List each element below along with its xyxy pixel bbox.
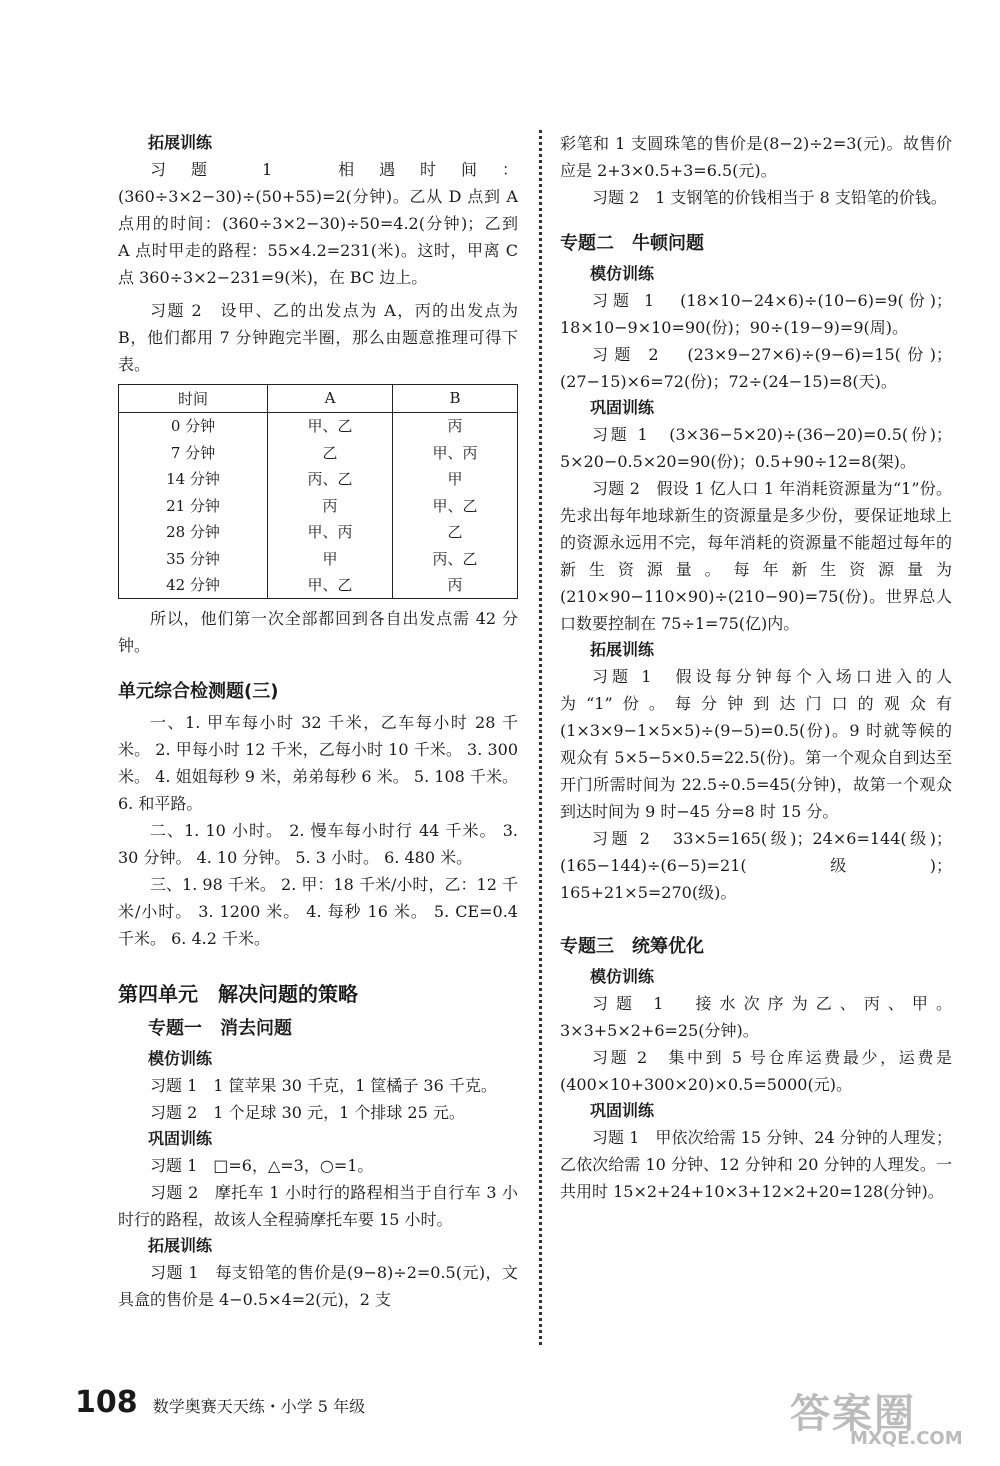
exercise-text: 习题 2 (23×9−27×6)÷(9−6)=15(份)；(27−15)×6=72(份)；72÷(24−15)=8(天)。 bbox=[560, 345, 952, 391]
table-cell: 35 分钟 bbox=[119, 545, 268, 572]
exercise-text: 习题 1 (3×36−5×20)÷(36−20)=0.5(份)；5×20−0.5×20=90(份)；0.5+90÷12=8(架)。 bbox=[560, 425, 952, 471]
table-cell: 丙 bbox=[392, 412, 517, 439]
table-cell: 丙 bbox=[268, 492, 393, 519]
exercise-text: 习题 1 □=6，△=3，○=1。 bbox=[150, 1156, 374, 1175]
table-cell: 甲、丙 bbox=[268, 519, 393, 546]
table-cell: 甲 bbox=[268, 545, 393, 572]
table-row bbox=[119, 412, 518, 439]
table-row bbox=[119, 572, 518, 599]
table-header-row bbox=[119, 385, 518, 413]
position-table bbox=[118, 384, 518, 599]
unit-test-title: 单元综合检测题(三) bbox=[118, 681, 279, 702]
table-cell: 乙 bbox=[268, 439, 393, 466]
section-heading: 巩固训练 bbox=[148, 1129, 213, 1148]
watermark-text: 答案圈 bbox=[790, 1391, 916, 1437]
exercise-text: 习题 1 甲依次给需 15 分钟、24 分钟的人理发；乙依次给需 10 分钟、12 分钟和 20 分钟的人理发。一共用时 15×2+24+10×3+12×2+20=128(分钟)。 bbox=[560, 1128, 952, 1201]
table-cell: 丙、乙 bbox=[392, 545, 517, 572]
answer-text: 二、1. 10 小时。 2. 慢车每小时行 44 千米。 3. 30 分钟。 4. 10 分钟。 5. 3 小时。 6. 480 米。 bbox=[118, 821, 518, 867]
exercise-text: 习题 2 1 支钢笔的价钱相当于 8 支铅笔的价钱。 bbox=[592, 188, 947, 207]
section-heading: 模仿训练 bbox=[590, 967, 655, 986]
exercise-text: 习题 2 设甲、乙的出发点为 A，丙的出发点为 B，他们都用 7 分钟跑完半圈，那么由题意推理可得下表。 bbox=[118, 301, 518, 374]
section-heading: 模仿训练 bbox=[148, 1049, 213, 1068]
exercise-text: 习题 1 1 筐苹果 30 千克，1 筐橘子 36 千克。 bbox=[150, 1076, 497, 1095]
exercise-text: 习题 1 相遇时间：(360÷3×2−30)÷(50+55)=2(分钟)。乙从 D 点到 A 点用的时间：(360÷3×2−30)÷50=4.2(分钟)；乙到 A 点时甲走的路程：55×4.2=231(米)。这时，甲离 C 点 360÷3×2−231=9(米)，在 BC 边上。 bbox=[118, 160, 518, 287]
table-cell: 28 分钟 bbox=[119, 519, 268, 546]
table-cell: 甲、丙 bbox=[392, 439, 517, 466]
table-cell: 21 分钟 bbox=[119, 492, 268, 519]
section-heading: 拓展训练 bbox=[148, 1236, 213, 1255]
table-row bbox=[119, 545, 518, 572]
topic-title: 专题二 牛顿问题 bbox=[560, 233, 704, 254]
page-footer bbox=[75, 1385, 365, 1420]
answer-text: 三、1. 98 千米。 2. 甲：18 千米/小时，乙：12 千米/小时。 3. 1200 米。 4. 每秒 16 米。 5. CE=0.4 千米。 6. 4.2 千米。 bbox=[118, 875, 518, 948]
section-heading: 拓展训练 bbox=[148, 133, 213, 152]
unit-title: 第四单元 解决问题的策略 bbox=[118, 982, 358, 1006]
table-cell: 42 分钟 bbox=[119, 572, 268, 599]
exercise-text: 习题 1 接水次序为乙、丙、甲。3×3+5×2+6=25(分钟)。 bbox=[560, 994, 952, 1040]
table-cell: 丙、乙 bbox=[268, 466, 393, 493]
topic-title: 专题三 统筹优化 bbox=[560, 936, 704, 957]
table-cell: 丙 bbox=[392, 572, 517, 599]
table-cell: 甲 bbox=[392, 466, 517, 493]
table-cell: 甲、乙 bbox=[268, 572, 393, 599]
table-cell: 甲、乙 bbox=[268, 412, 393, 439]
table-cell: 14 分钟 bbox=[119, 466, 268, 493]
table-cell: 0 分钟 bbox=[119, 412, 268, 439]
exercise-text: 习题 2 1 个足球 30 元，1 个排球 25 元。 bbox=[150, 1103, 465, 1122]
table-cell: 甲、乙 bbox=[392, 492, 517, 519]
table-header: B bbox=[392, 385, 517, 413]
table-row bbox=[119, 492, 518, 519]
table-row bbox=[119, 439, 518, 466]
exercise-text: 习题 1 每支铅笔的售价是(9−8)÷2=0.5(元)，文具盒的售价是 4−0.5×4=2(元)，2 支 bbox=[118, 1263, 518, 1309]
column-divider bbox=[539, 130, 542, 1345]
table-row bbox=[119, 466, 518, 493]
section-heading: 巩固训练 bbox=[590, 398, 655, 417]
section-heading: 巩固训练 bbox=[590, 1101, 655, 1120]
table-cell: 乙 bbox=[392, 519, 517, 546]
exercise-text: 习题 1 (18×10−24×6)÷(10−6)=9(份)；18×10−9×10=90(份)；90÷(19−9)=9(周)。 bbox=[560, 291, 952, 337]
page-number: 108 bbox=[75, 1385, 138, 1420]
watermark-url: MXQE.COM bbox=[850, 1428, 963, 1449]
exercise-text: 习题 2 33×5=165(级)；24×6=144(级)；(165−144)÷(6−5)=21(级)；165+21×5=270(级)。 bbox=[560, 829, 952, 902]
book-title: 数学奥赛天天练・小学 5 年级 bbox=[152, 1397, 366, 1416]
exercise-text: 习题 2 假设 1 亿人口 1 年消耗资源量为“1”份。先求出每年地球新生的资源量是多少份，要保证地球上的资源永远用不完，每年消耗的资源量不能超过每年的新生资源量。每年新生资源量为(210×90−110×90)÷(210−90)=75(份)。世界总人口数要控制在 75÷1=75(亿)内。 bbox=[560, 479, 952, 633]
answer-text: 一、1. 甲车每小时 32 千米，乙车每小时 28 千米。 2. 甲每小时 12 千米，乙每小时 10 千米。 3. 300 米。 4. 姐姐每秒 9 米，弟弟每秒 6 米。 5. 108 千米。 6. 和平路。 bbox=[118, 713, 518, 813]
watermark-logo bbox=[790, 1382, 980, 1452]
right-column bbox=[560, 130, 952, 1205]
exercise-text: 所以，他们第一次全部都回到各自出发点需 42 分钟。 bbox=[118, 609, 518, 655]
table-row bbox=[119, 519, 518, 546]
topic-title: 专题一 消去问题 bbox=[148, 1018, 292, 1039]
exercise-text: 习题 2 集中到 5 号仓库运费最少，运费是(400×10+300×20)×0.5=5000(元)。 bbox=[560, 1048, 952, 1094]
exercise-text: 习题 2 摩托车 1 小时行的路程相当于自行车 3 小时行的路程，故该人全程骑摩托车要 15 小时。 bbox=[118, 1183, 518, 1229]
left-column bbox=[118, 130, 518, 1313]
table-header: A bbox=[268, 385, 393, 413]
section-heading: 拓展训练 bbox=[590, 640, 655, 659]
table-header: 时间 bbox=[119, 385, 268, 413]
exercise-text: 彩笔和 1 支圆珠笔的售价是(8−2)÷2=3(元)。故售价应是 2+3×0.5+3=6.5(元)。 bbox=[560, 134, 952, 180]
table-cell: 7 分钟 bbox=[119, 439, 268, 466]
section-heading: 模仿训练 bbox=[590, 264, 655, 283]
exercise-text: 习题 1 假设每分钟每个入场口进入的人为“1”份。每分钟到达门口的观众有(1×3×9−1×5×5)÷(9−5)=0.5(份)。9 时就等候的观众有 5×5−5×0.5=22.5(份)。第一个观众自到达至开门所需时间为 22.5÷0.5=45(分钟)，故第一个观众到达时间为 9 时−45 分=8 时 15 分。 bbox=[560, 667, 952, 821]
